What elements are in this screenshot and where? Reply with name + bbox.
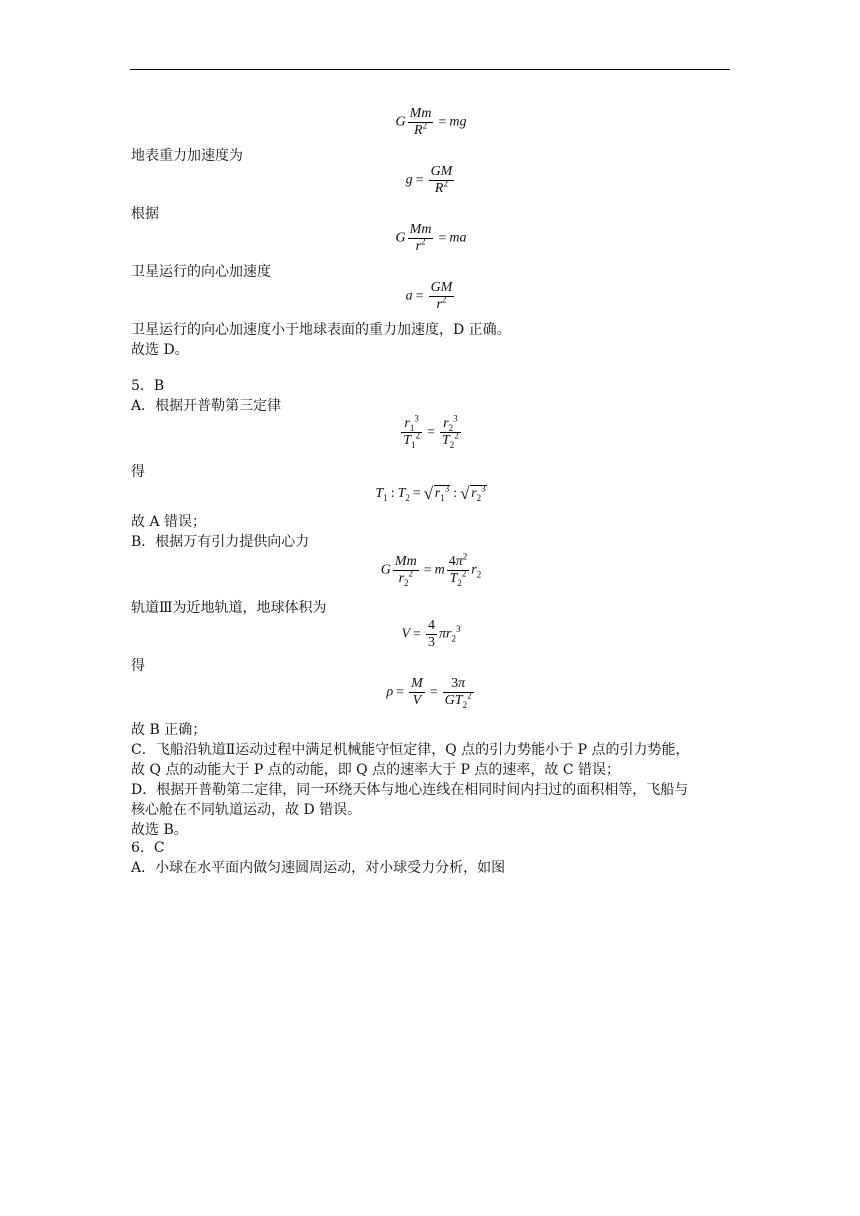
equation-5: $\frac{r_1^3}{T_1^2}$ = $\frac{r_2^3}{T_2^2}$ [403, 413, 459, 450]
text-line: 故 B 正确； [131, 722, 207, 738]
text-line: C．飞船沿轨道Ⅱ运动过程中满足机械能守恒定律，Q 点的引力势能小于 P 点的引力势能， [131, 742, 690, 758]
text-line: B．根据万有引力提供向心力 [131, 534, 310, 550]
equation-6: $T_1$ : $T_2$ =√ $r_1^3$ :√ $r_2^3$ [131, 486, 731, 502]
question-number: 6．C [131, 840, 165, 856]
text-line: 根据 [131, 206, 159, 222]
text-line: D．根据开普勒第二定律，同一环绕天体与地心连线在相同时间内扫过的面积相等，飞船与 [131, 782, 689, 798]
equation-4: a = $\frac{GM}{r^2}$ [405, 280, 453, 312]
text-line: 地表重力加速度为 [131, 148, 243, 164]
text-line: 得 [131, 658, 145, 674]
text-line: 故 A 错误； [131, 514, 207, 530]
equation-7: G $\frac{Mm}{r_2^2}$ = m $\frac{4\pi^2}{T_2^2}$ $r_2$ [380, 551, 482, 588]
equation-1: G $\frac{Mm}{R^2}$ = mg [395, 106, 467, 138]
text-line: A．根据开普勒第三定律 [131, 398, 282, 414]
text-line: 故 Q 点的动能大于 P 点的动能，即 Q 点的速率大于 P 点的速率，故 C 错误； [131, 762, 621, 778]
question-number: 5．B [131, 378, 165, 394]
text-line: 核心舱在不同轨道运动，故 D 错误。 [131, 802, 362, 818]
text-line: A．小球在水平面内做匀速圆周运动，对小球受力分析，如图 [131, 860, 506, 876]
equation-2: g = $\frac{GM}{R^2}$ [405, 164, 453, 196]
text-line: 轨道Ⅲ为近地轨道，地球体积为 [131, 600, 327, 616]
text-line: 卫星运行的向心加速度 [131, 264, 271, 280]
equation-3: G $\frac{Mm}{r^2}$ = ma [395, 222, 467, 254]
equation-9: ρ = $\frac{M}{V}$ = $\frac{3\pi}{GT_2^2}$ [386, 676, 472, 710]
text-line: 卫星运行的向心加速度小于地球表面的重力加速度，D 正确。 [131, 322, 511, 338]
equation-8: V = $\frac{4}{3}$ $\pi r_2^3$ [401, 618, 461, 650]
text-line: 故选 B。 [131, 822, 188, 838]
header-rule [130, 69, 730, 70]
text-line: 得 [131, 464, 145, 480]
text-line: 故选 D。 [131, 342, 189, 358]
